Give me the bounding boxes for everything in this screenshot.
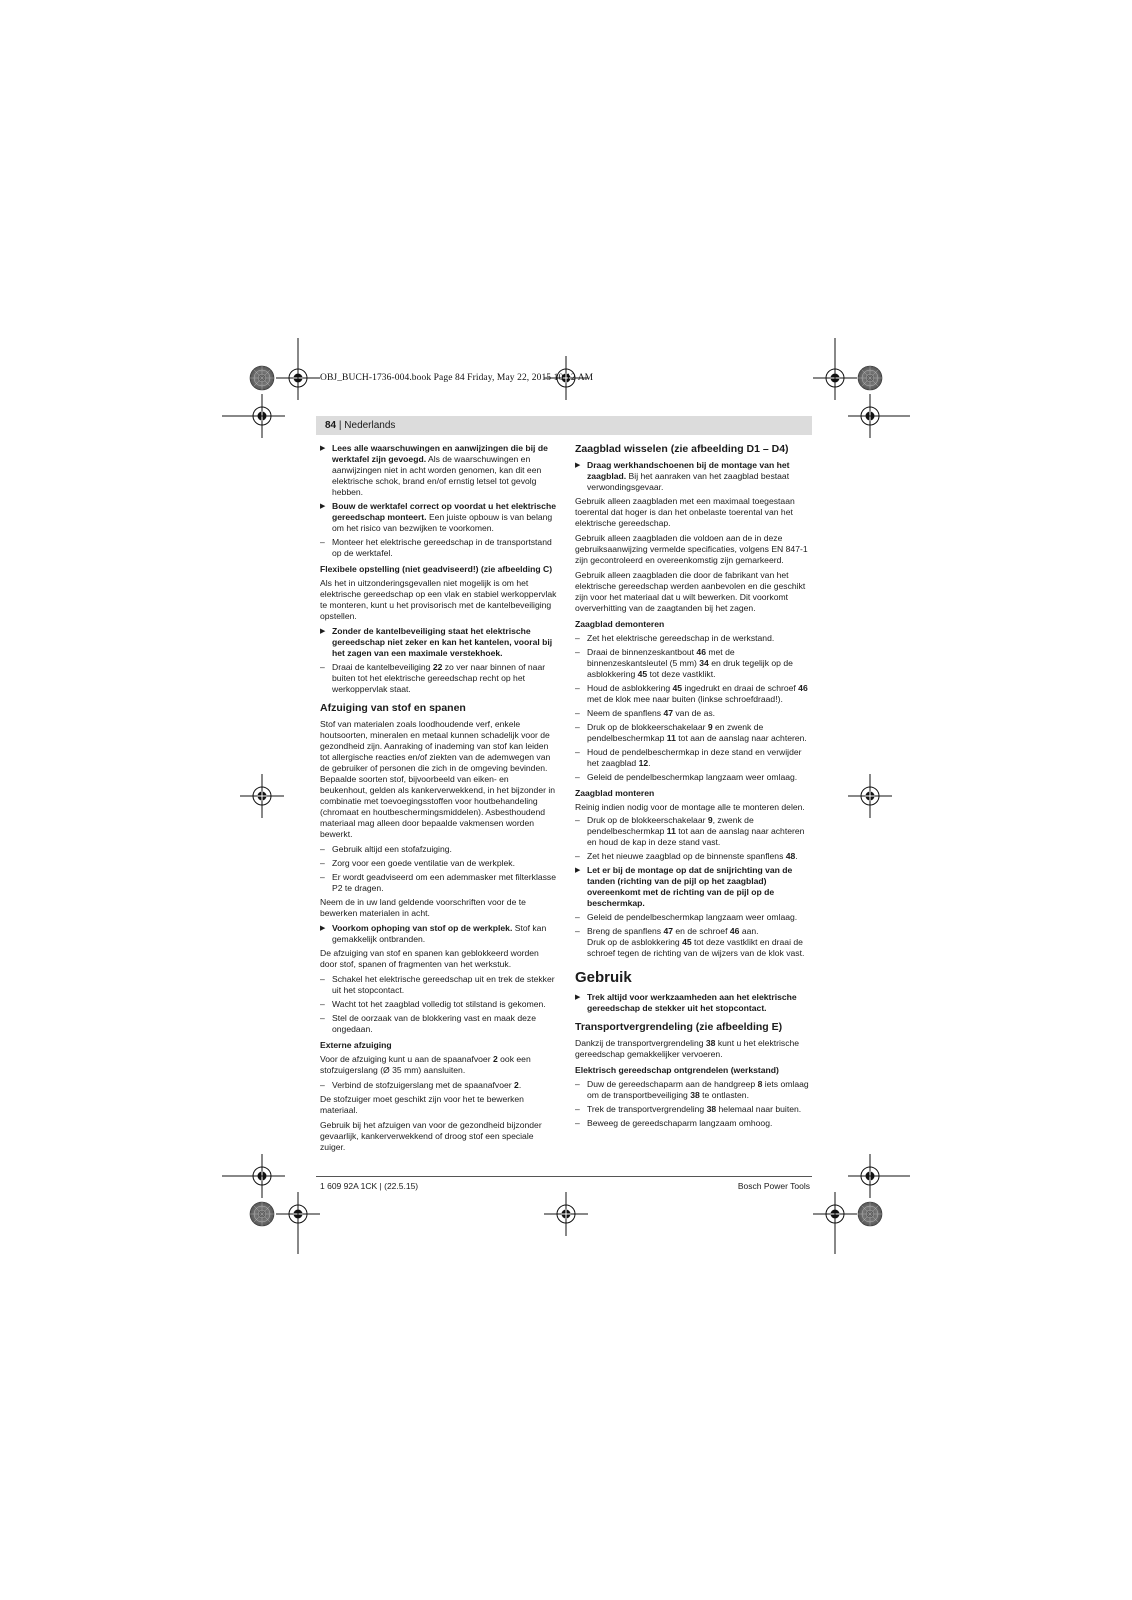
footer-rule	[316, 1176, 812, 1177]
list-item: – Beweeg de gereedschaparm langzaam omhoog.	[575, 1118, 812, 1129]
list-item: – Druk op de blokkeerschakelaar 9, zwenk de pendelbeschermkap 11 tot aan de aanslag naar achteren en houd de kap in deze stand vast.	[575, 815, 812, 848]
warning-bullet: ▶ Lees alle waarschuwingen en aanwijzingen die bij de werktafel zijn gevoegd. Als de waarschuwingen en aanwijzingen niet in acht worden genomen, kan dit een elektrische schok, brand en/of ernstig letsel tot gevolg hebben.	[320, 443, 557, 498]
paragraph: Gebruik alleen zaagbladen met een maximaal toegestaan toerental dat hoger is dan het onbelaste toerental van het elektrische gereedschap.	[575, 496, 795, 528]
list-item: – Draai de kantelbeveiliging 22 zo ver naar binnen of naar buiten tot het elektrische gereedschap recht op het werkoppervlak staat.	[320, 662, 557, 695]
list-item: – Er wordt geadviseerd om een ademmasker met filterklasse P2 te dragen.	[320, 872, 557, 894]
subheading-zaagblad-monteren: Zaagblad monteren	[575, 788, 655, 798]
page-number: 84	[325, 420, 337, 431]
footer-doc-number: 1 609 92A 1CK | (22.5.15)	[320, 1181, 419, 1191]
warning-bullet: ▶ Zonder de kantelbeveiliging staat het elektrische gereedschap niet zeker en kan het kantelen, vooral bij het zagen van een maximale verstekhoek.	[320, 626, 557, 659]
subheading-flexibele-opstelling: Flexibele opstelling (niet geadviseerd!) (zie afbeelding C)	[320, 564, 553, 574]
crop-mark-mid-right	[848, 774, 892, 818]
warning-bullet: ▶ Bouw de werktafel correct op voordat u het elektrische gereedschap monteert. Een juiste opbouw is van belang om het risico van bezwijken te voorkomen.	[320, 501, 557, 534]
paragraph: Als het in uitzonderingsgevallen niet mogelijk is om het elektrische gereedschap op een vlak en stabiel werkoppervlak te monteren, kunt u het provisorisch met de kantelbeveiliging opstellen.	[320, 578, 557, 621]
subheading-zaagblad-demonteren: Zaagblad demonteren	[575, 619, 665, 629]
list-item: – Druk op de blokkeerschakelaar 9 en zwenk de pendelbeschermkap 11 tot aan de aanslag naar achteren.	[575, 722, 812, 744]
section-label: | Nederlands	[336, 420, 396, 431]
list-item: – Wacht tot het zaagblad volledig tot stilstand is gekomen.	[320, 999, 557, 1010]
file-header: OBJ_BUCH-1736-004.book Page 84 Friday, May 22, 2015 10:12 AM	[320, 373, 594, 383]
color-bar-bottom-left	[250, 1202, 274, 1226]
crop-mark-mid-left	[240, 774, 284, 818]
warning-bullet: ▶ Trek altijd voor werkzaamheden aan het elektrische gereedschap de stekker uit het stopcontact.	[575, 992, 812, 1014]
paragraph: Neem de in uw land geldende voorschriften voor de te bewerken materialen in acht.	[320, 897, 526, 918]
list-item: – Monteer het elektrische gereedschap in de transportstand op de werktafel.	[320, 537, 557, 559]
subheading-ontgrendelen: Elektrisch gereedschap ontgrendelen (werkstand)	[575, 1065, 779, 1075]
warning-bullet: ▶ Let er bij de montage op dat de snijrichting van de tanden (richting van de pijl op het zaagblad) overeenkomt met de richting van de pijl op de beschermkap.	[575, 865, 812, 909]
warning-bullet: ▶ Draag werkhandschoenen bij de montage van het zaagblad. Bij het aanraken van het zaagblad bestaat verwondingsgevaar.	[575, 460, 812, 493]
footer-brand: Bosch Power Tools	[737, 1181, 810, 1191]
heading-gebruik: Gebruik	[575, 969, 632, 986]
list-item: – Neem de spanflens 47 van de as.	[575, 708, 812, 719]
paragraph: Bepaalde soorten stof, bijvoorbeeld van eiken- en beukenhout, gelden als kankerverwekkend, in het bijzonder in combinatie met toevoegingsstoffen voor houtbehandeling (chromaat en houtbeschermingsmiddelen). Asbesthoudend materiaal mag alleen door bepaalde vakmensen worden bewerkt.	[320, 774, 556, 839]
paragraph: Reinig indien nodig voor de montage alle te monteren delen.	[575, 802, 805, 812]
color-bar-top-left	[250, 366, 274, 390]
right-column	[575, 443, 812, 1132]
list-item: – Geleid de pendelbeschermkap langzaam weer omlaag.	[575, 772, 812, 783]
list-item: – Schakel het elektrische gereedschap uit en trek de stekker uit het stopcontact.	[320, 974, 557, 996]
paragraph: De stofzuiger moet geschikt zijn voor het te bewerken materiaal.	[320, 1094, 524, 1115]
list-item: – Stel de oorzaak van de blokkering vast en maak deze ongedaan.	[320, 1013, 557, 1035]
list-item: – Houd de pendelbeschermkap in deze stand en verwijder het zaagblad 12.	[575, 747, 812, 769]
color-bar-top-right	[858, 366, 882, 390]
heading-zaagblad-wisselen: Zaagblad wisselen (zie afbeelding D1 – D4)	[575, 443, 789, 455]
list-item: – Breng de spanflens 47 en de schroef 46 aan. Druk op de asblokkering 45 tot deze vastklikt en draai de schroef tegen de richting van de wijzers van de klok vast.	[575, 926, 812, 959]
paragraph: Voor de afzuiging kunt u aan de spaanafvoer 2 ook een stofzuigerslang (Ø 35 mm) aansluiten.	[320, 1054, 531, 1075]
paragraph: Stof van materialen zoals loodhoudende verf, enkele houtsoorten, mineralen en metaal kunnen schadelijk voor de gezondheid zijn. Aanraking of inademing van stof kan leiden tot allergische reacties en/of ziekten van de ademwegen van de gebruiker of personen die zich in de omgeving bevinden.	[320, 719, 551, 773]
list-item: – Draai de binnenzeskantbout 46 met de binnenzeskantsleutel (5 mm) 34 en druk tegelijk op de asblokkering 45 tot deze vastklikt.	[575, 647, 812, 680]
warning-bullet: ▶ Voorkom ophoping van stof op de werkplek. Stof kan gemakkelijk ontbranden.	[320, 923, 557, 945]
list-item: – Zet het nieuwe zaagblad op de binnenste spanflens 48.	[575, 851, 812, 862]
list-item: – Duw de gereedschaparm aan de handgreep 8 iets omlaag om de transportbeveiliging 38 te ontlasten.	[575, 1079, 812, 1101]
heading-transportvergrendeling: Transportvergrendeling (zie afbeelding E)	[575, 1021, 783, 1033]
list-item: – Houd de asblokkering 45 ingedrukt en draai de schroef 46 met de klok mee naar buiten (linkse schroefdraad!).	[575, 683, 812, 705]
paragraph: De afzuiging van stof en spanen kan geblokkeerd worden door stof, spanen of fragmenten van het werkstuk.	[320, 948, 539, 969]
paragraph: Gebruik alleen zaagbladen die door de fabrikant van het elektrische gereedschap werden aanbevolen en die geschikt zijn voor het materiaal dat u wilt bewerken. Dit voorkomt oververhitting van de zaagtanden bij het zagen.	[575, 570, 806, 613]
color-bar-bottom-right	[858, 1202, 882, 1226]
paragraph: Gebruik bij het afzuigen van voor de gezondheid bijzonder gevaarlijk, kankerverwekkend of droog stof een speciale zuiger.	[320, 1120, 542, 1152]
crop-mark-bottom-center	[544, 1192, 588, 1236]
list-item: – Gebruik altijd een stofafzuiging.	[320, 844, 557, 855]
heading-afzuiging: Afzuiging van stof en spanen	[320, 702, 466, 714]
page-header	[325, 420, 395, 431]
list-item: – Zorg voor een goede ventilatie van de werkplek.	[320, 858, 557, 869]
paragraph: Gebruik alleen zaagbladen die voldoen aan de in deze gebruiksaanwijzing vermelde specificaties, volgens EN 847-1 zijn gecontroleerd en overeenkomstig zijn gemarkeerd.	[575, 533, 808, 565]
paragraph: Dankzij de transportvergrendeling 38 kunt u het elektrische gereedschap gemakkelijker vervoeren.	[575, 1038, 800, 1059]
list-item: – Geleid de pendelbeschermkap langzaam weer omlaag.	[575, 912, 812, 923]
list-item: – Zet het elektrische gereedschap in de werkstand.	[575, 633, 812, 644]
list-item: – Verbind de stofzuigerslang met de spaanafvoer 2.	[320, 1080, 557, 1091]
left-column	[320, 443, 557, 1157]
list-item: – Trek de transportvergrendeling 38 helemaal naar buiten.	[575, 1104, 812, 1115]
subheading-externe-afzuiging: Externe afzuiging	[320, 1040, 392, 1050]
